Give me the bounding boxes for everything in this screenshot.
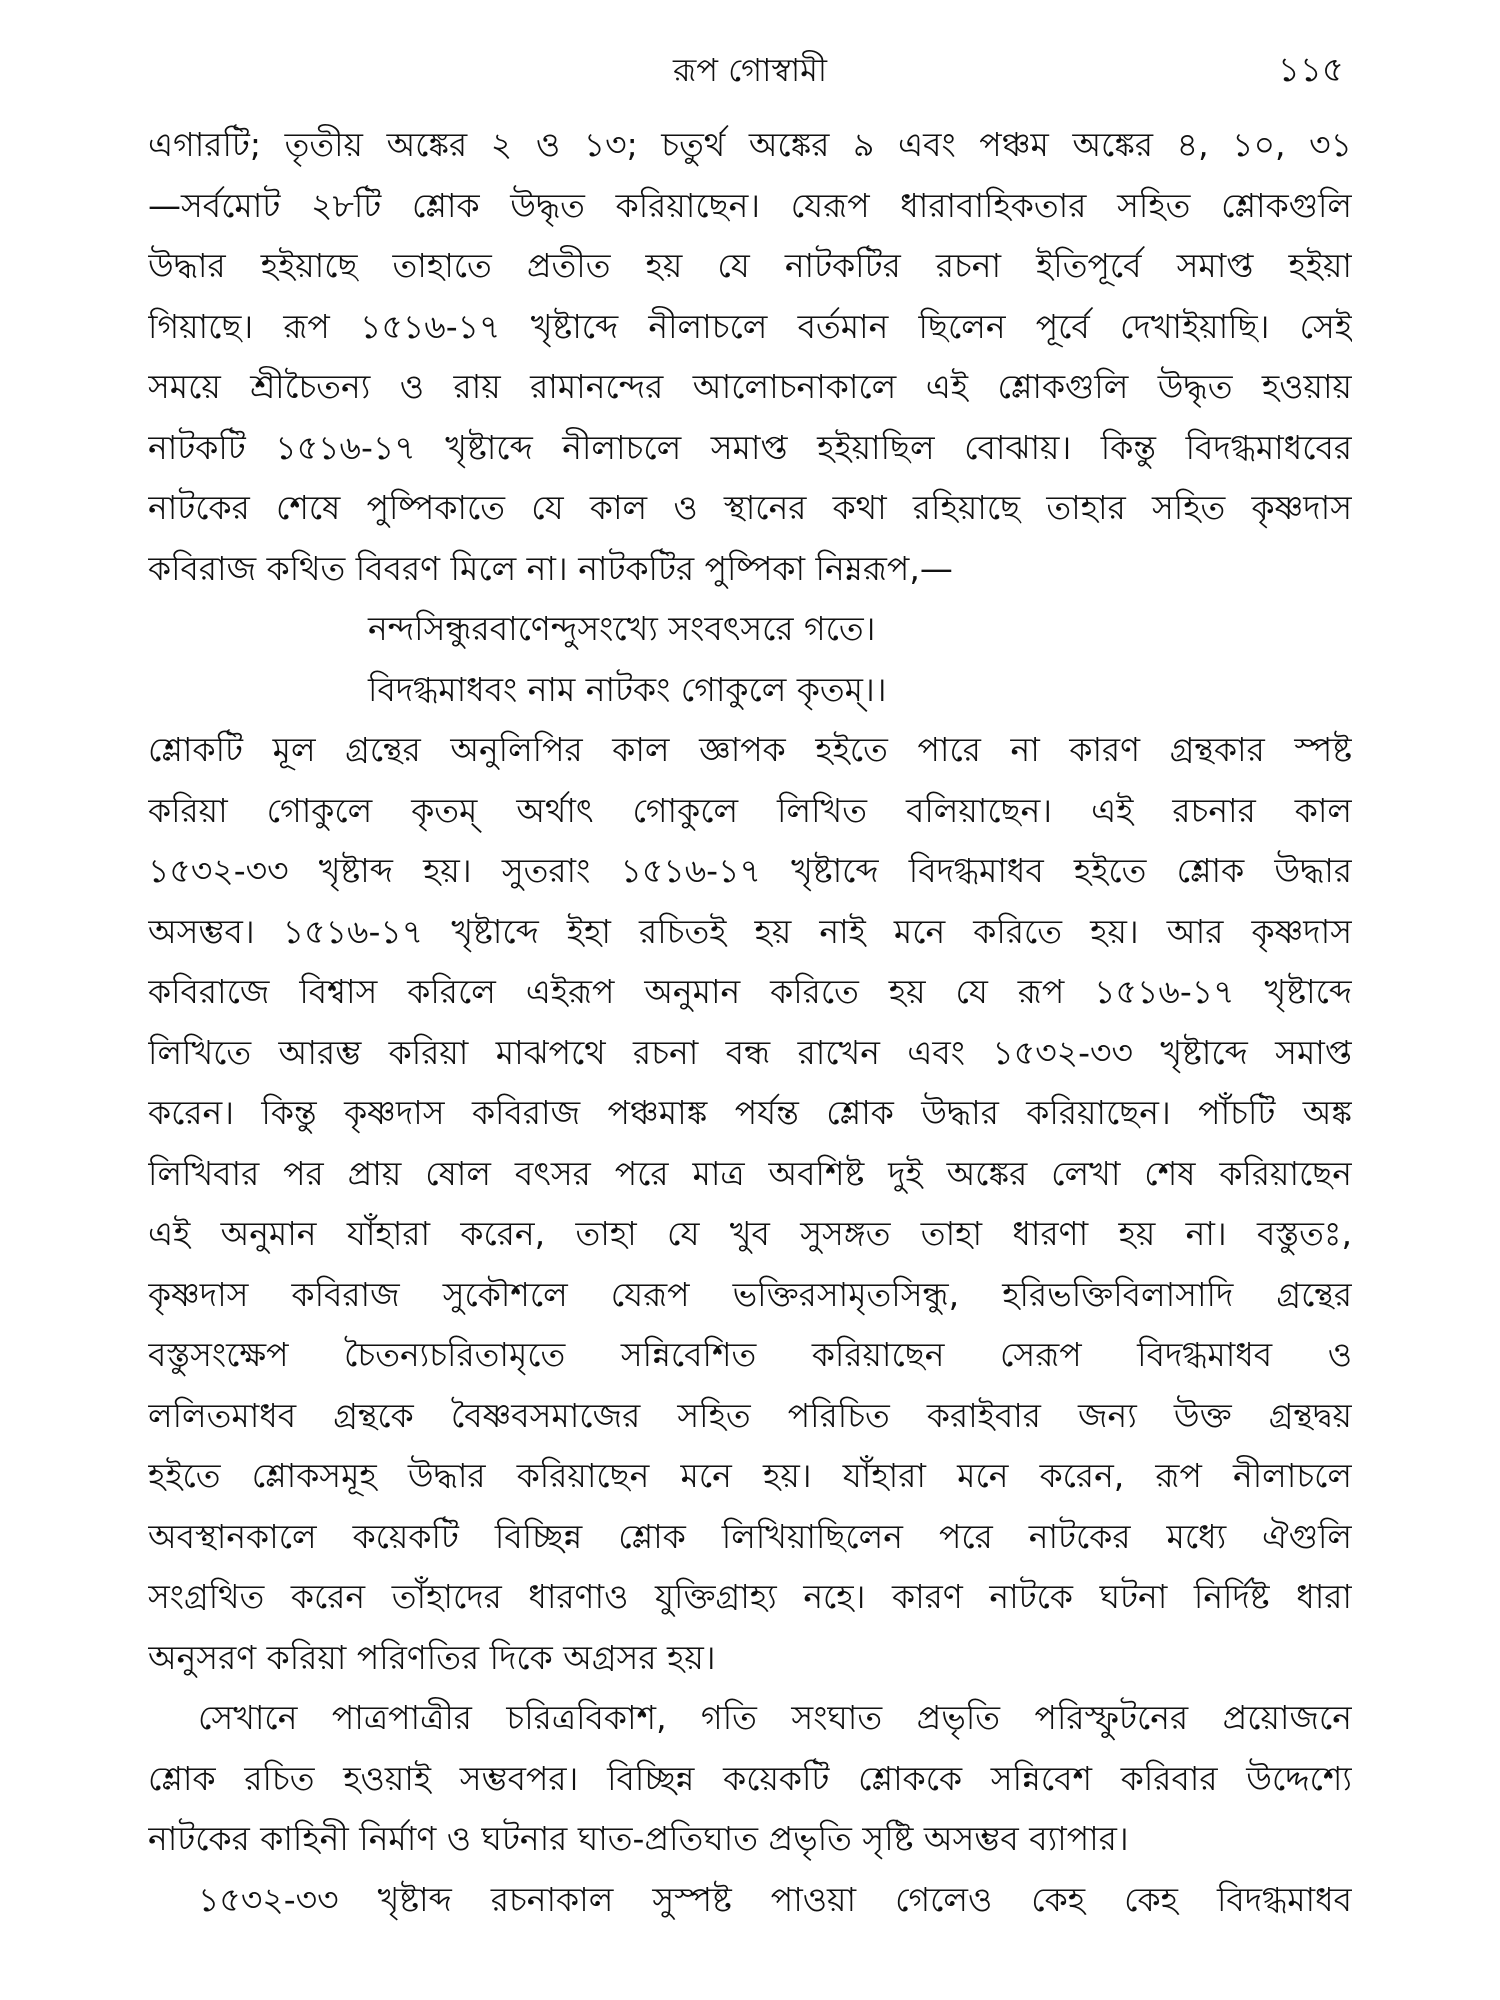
text-line: অনুসরণ করিয়া পরিণতির দিকে অগ্রসর হয়। [148, 1637, 716, 1677]
text-line: —সর্বমোট ২৮টি শ্লোক উদ্ধৃত করিয়াছেন। যেরূপ ধারাবাহিকতার সহিত শ্লোকগুলি [148, 185, 1352, 225]
text-line: নাটকের শেষে পুষ্পিকাতে যে কাল ও স্থানের কথা রহিয়াছে তাহার সহিত কৃষ্ণদাস [148, 488, 1352, 527]
verse-line: নন্দসিন্ধুরবাণেন্দুসংখ্যে সংবৎসরে গতে। [368, 609, 876, 648]
text-line: অবস্থানকালে কয়েকটি বিচ্ছিন্ন শ্লোক লিখিয়াছিলেন পরে নাটকের মধ্যে ঐগুলি [148, 1516, 1352, 1556]
text-line: লিখিতে আরম্ভ করিয়া মাঝপথে রচনা বন্ধ রাখেন এবং ১৫৩২-৩৩ খৃষ্টাব্দে সমাপ্ত [148, 1032, 1352, 1072]
text-line: ১৫৩২-৩৩ খৃষ্টাব্দ হয়। সুতরাং ১৫১৬-১৭ খৃষ্টাব্দে বিদগ্ধমাধব হইতে শ্লোক উদ্ধার [148, 851, 1352, 890]
text-line: নাটকটি ১৫১৬-১৭ খৃষ্টাব্দে নীলাচলে সমাপ্ত হইয়াছিল বোঝায়। কিন্তু বিদগ্ধমাধবের [148, 427, 1352, 467]
text-line: গিয়াছে। রূপ ১৫১৬-১৭ খৃষ্টাব্দে নীলাচলে বর্তমান ছিলেন পূর্বে দেখাইয়াছি। সেই [148, 306, 1352, 346]
text-line: সংগ্রথিত করেন তাঁহাদের ধারণাও যুক্তিগ্রাহ্য নহে। কারণ নাটকে ঘটনা নির্দিষ্ট ধারা [148, 1577, 1352, 1616]
text-line: উদ্ধার হইয়াছে তাহাতে প্রতীত হয় যে নাটকটির রচনা ইতিপূর্বে সমাপ্ত হইয়া [148, 246, 1352, 285]
text-line: বস্তুসংক্ষেপ চৈতন্যচরিতামৃতে সন্নিবেশিত করিয়াছেন সেরূপ বিদগ্ধমাধব ও [148, 1335, 1352, 1374]
body-text [148, 115, 1352, 1930]
text-line: করিয়া গোকুলে কৃতম্ অর্থাৎ গোকুলে লিখিত বলিয়াছেন। এই রচনার কাল [148, 790, 1352, 830]
text-line: শ্লোক রচিত হওয়াই সম্ভবপর। বিচ্ছিন্ন কয়েকটি শ্লোককে সন্নিবেশ করিবার উদ্দেশ্যে [148, 1758, 1352, 1798]
text-line: করেন। কিন্তু কৃষ্ণদাস কবিরাজ পঞ্চমাঙ্ক পর্যন্ত শ্লোক উদ্ধার করিয়াছেন। পাঁচটি অঙ্ক [148, 1093, 1352, 1132]
text-line: কবিরাজে বিশ্বাস করিলে এইরূপ অনুমান করিতে হয় যে রূপ ১৫১৬-১৭ খৃষ্টাব্দে [148, 972, 1352, 1011]
text-line: ললিতমাধব গ্রন্থকে বৈষ্ণবসমাজের সহিত পরিচিত করাইবার জন্য উক্ত গ্রন্থদ্বয় [148, 1395, 1352, 1435]
text-line: নাটকের কাহিনী নির্মাণ ও ঘটনার ঘাত-প্রতিঘাত প্রভৃতি সৃষ্টি অসম্ভব ব্যাপার। [148, 1819, 1129, 1858]
text-line: এগারটি; তৃতীয় অঙ্কের ২ ও ১৩; চতুর্থ অঙ্কের ৯ এবং পঞ্চম অঙ্কের ৪, ১০, ৩১ [148, 125, 1352, 164]
text-line: শ্লোকটি মূল গ্রন্থের অনুলিপির কাল জ্ঞাপক হইতে পারে না কারণ গ্রন্থকার স্পষ্ট [148, 730, 1352, 769]
page-header [0, 40, 1500, 100]
text-line: সময়ে শ্রীচৈতন্য ও রায় রামানন্দের আলোচনাকালে এই শ্লোকগুলি উদ্ধৃত হওয়ায় [148, 367, 1352, 406]
page-number: ১১৫ [1277, 50, 1344, 90]
text-line: হইতে শ্লোকসমূহ উদ্ধার করিয়াছেন মনে হয়। যাঁহারা মনে করেন, রূপ নীলাচলে [148, 1456, 1352, 1495]
text-line: অসম্ভব। ১৫১৬-১৭ খৃষ্টাব্দে ইহা রচিতই হয় নাই মনে করিতে হয়। আর কৃষ্ণদাস [148, 911, 1352, 951]
verse-line: বিদগ্ধমাধবং নাম নাটকং গোকুলে কৃতম্।। [368, 669, 887, 709]
paragraph-first-line: ১৫৩২-৩৩ খৃষ্টাব্দ রচনাকাল সুস্পষ্ট পাওয়া গেলেও কেহ কেহ বিদগ্ধমাধব [198, 1879, 1352, 1919]
text-line: কৃষ্ণদাস কবিরাজ সুকৌশলে যেরূপ ভক্তিরসামৃতসিন্ধু, হরিভক্তিবিলাসাদি গ্রন্থের [148, 1274, 1352, 1314]
paragraph-first-line: সেখানে পাত্রপাত্রীর চরিত্রবিকাশ, গতি সংঘাত প্রভৃতি পরিস্ফুটনের প্রয়োজনে [198, 1698, 1352, 1737]
text-line: লিখিবার পর প্রায় ষোল বৎসর পরে মাত্র অবশিষ্ট দুই অঙ্কের লেখা শেষ করিয়াছেন [148, 1153, 1352, 1193]
text-line: কবিরাজ কথিত বিবরণ মিলে না। নাটকটির পুষ্পিকা নিম্নরূপ,— [148, 548, 953, 588]
text-line: এই অনুমান যাঁহারা করেন, তাহা যে খুব সুসঙ্গত তাহা ধারণা হয় না। বস্তুতঃ, [148, 1214, 1352, 1253]
running-title: রূপ গোস্বামী [672, 51, 828, 89]
